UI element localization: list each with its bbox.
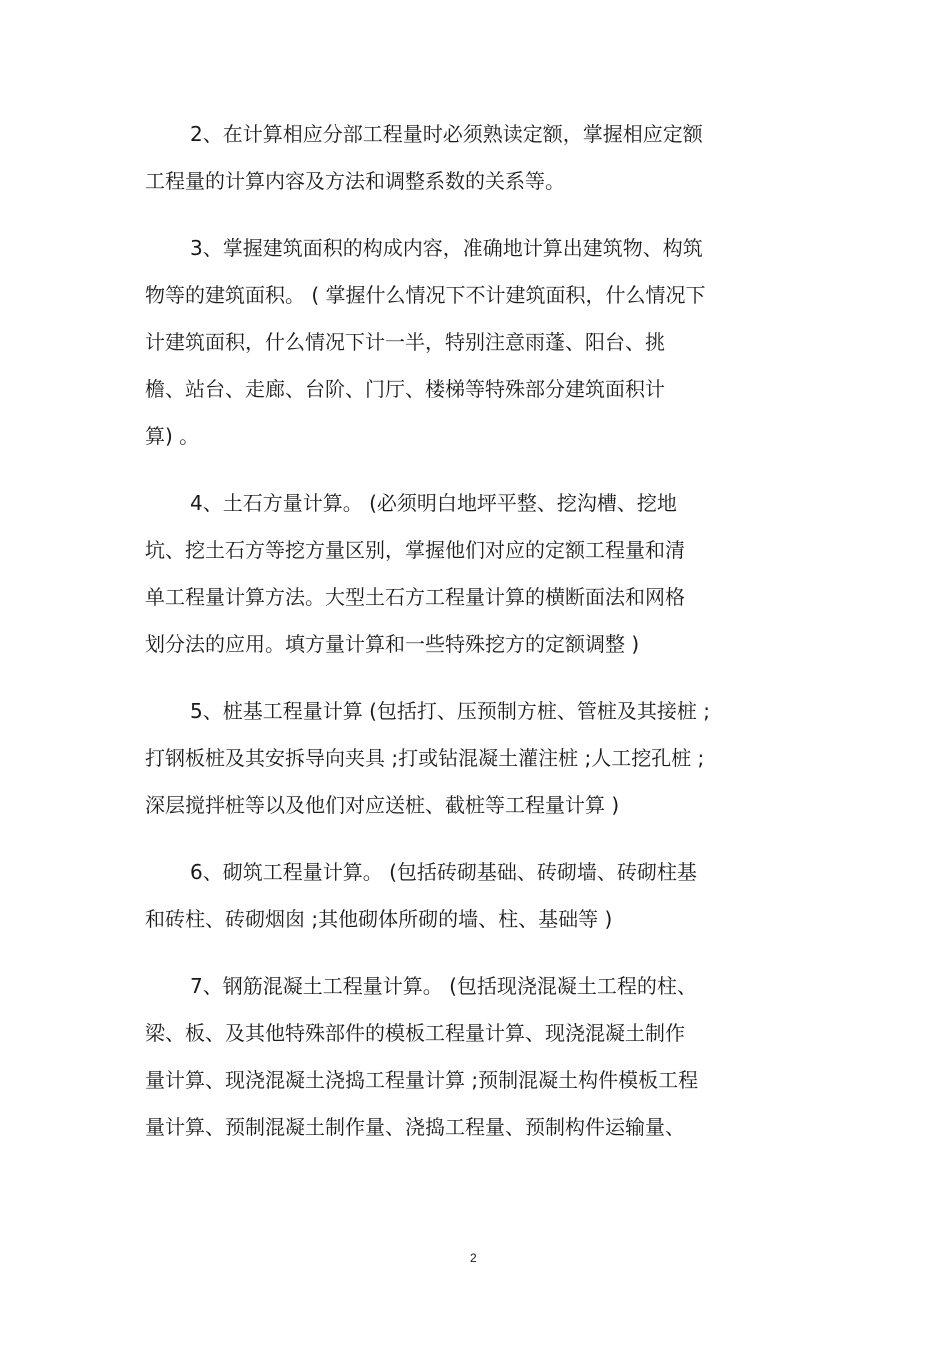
text-line: 和砖柱、砖砌烟囱 ;其他砌体所砌的墙、柱、基础等 ) [145,907,613,931]
text-line: 算) 。 [145,424,200,448]
text-line: 物等的建筑面积。 ( 掌握什么情况下不计建筑面积，什么情况下 [145,283,706,307]
text-line: 5、桩基工程量计算 (包括打、压预制方桩、管桩及其接桩 ; [190,699,710,723]
text-line: 4、土石方量计算。 (必须明白地坪平整、挖沟槽、挖地 [190,491,677,515]
text-line: 量计算、预制混凝土制作量、浇捣工程量、预制构件运输量、 [145,1115,685,1139]
text-line: 6、砌筑工程量计算。 (包括砖砌基础、砖砌墙、砖砌柱基 [190,860,697,884]
text-line: 量计算、现浇混凝土浇捣工程量计算 ;预制混凝土构件模板工程 [145,1068,699,1092]
page-number: 2 [470,1251,477,1265]
text-line: 7、钢筋混凝土工程量计算。 (包括现浇混凝土工程的柱、 [190,974,697,998]
text-line: 计建筑面积，什么情况下计一半，特别注意雨蓬、阳台、挑 [145,330,665,354]
text-line: 坑、挖土石方等挖方量区别，掌握他们对应的定额工程量和清 [145,538,685,562]
text-line: 檐、站台、走廊、台阶、门厅、楼梯等特殊部分建筑面积计 [145,377,665,401]
text-line: 打钢板桩及其安拆导向夹具 ;打或钻混凝土灌注桩 ;人工挖孔桩 ; [145,746,705,770]
text-line: 2、在计算相应分部工程量时必须熟读定额，掌握相应定额 [190,122,703,146]
text-line: 单工程量计算方法。大型土石方工程量计算的横断面法和网格 [145,585,685,609]
text-line: 划分法的应用。填方量计算和一些特殊挖方的定额调整 ) [145,632,640,656]
text-line: 工程量的计算内容及方法和调整系数的关系等。 [145,169,565,193]
text-line: 3、掌握建筑面积的构成内容，准确地计算出建筑物、构筑 [190,236,703,260]
text-line: 梁、板、及其他特殊部件的模板工程量计算、现浇混凝土制作 [145,1021,685,1045]
text-line: 深层搅拌桩等以及他们对应送桩、截桩等工程量计算 ) [145,793,620,817]
